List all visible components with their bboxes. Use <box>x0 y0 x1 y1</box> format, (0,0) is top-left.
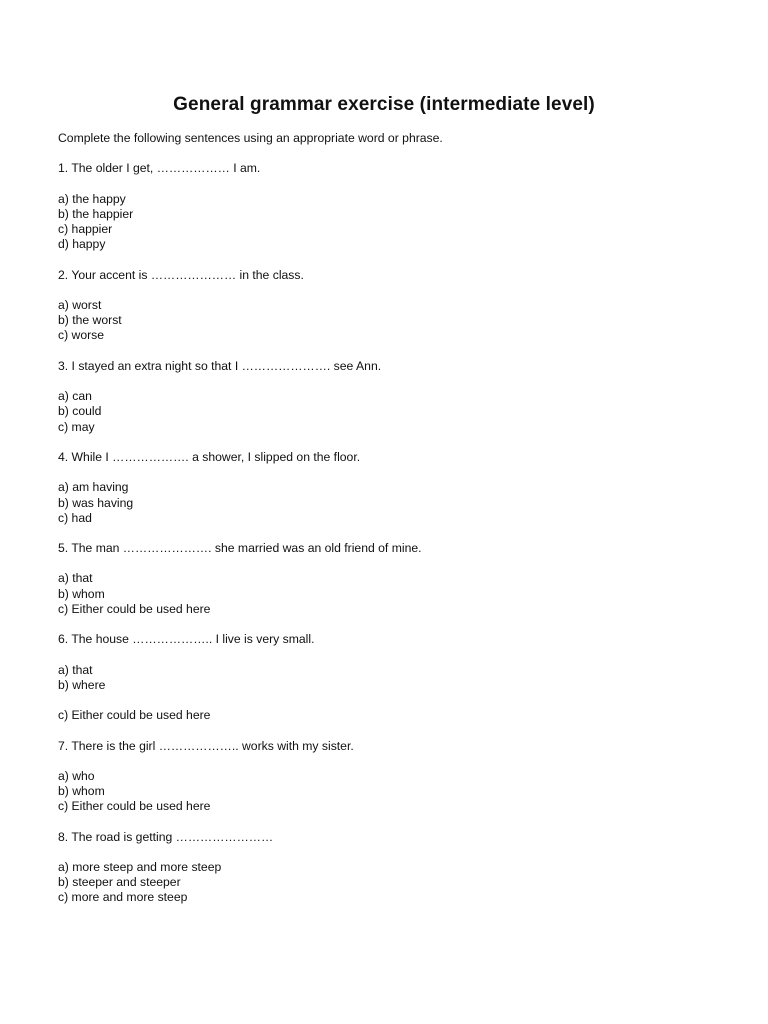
answer-option: b) whom <box>58 784 105 799</box>
answer-option: c) had <box>58 510 92 525</box>
question-prompt: 5. The man …………………. she married was an old friend of mine. <box>58 541 422 556</box>
answer-option: a) the happy <box>58 191 126 206</box>
question-prompt: 7. There is the girl ……………….. works with my sister. <box>58 738 354 753</box>
question-prompt: 8. The road is getting …………………… <box>58 829 274 844</box>
spacer <box>58 146 718 161</box>
answer-option: a) that <box>58 571 93 586</box>
spacer <box>58 374 718 389</box>
answer-option <box>58 693 718 708</box>
spacer <box>58 647 718 662</box>
question-prompt: 3. I stayed an extra night so that I …………………. see Ann. <box>58 358 382 373</box>
answer-option: b) where <box>58 677 106 692</box>
spacer <box>58 253 718 268</box>
spacer <box>58 754 718 769</box>
spacer <box>58 526 718 541</box>
answer-option: a) am having <box>58 480 129 495</box>
answer-option: a) worst <box>58 298 102 313</box>
question-prompt: 4. While I ………………. a shower, I slipped on the floor. <box>58 449 361 464</box>
spacer <box>58 283 718 298</box>
spacer <box>58 723 718 738</box>
answer-option: c) Either could be used here <box>58 708 211 723</box>
answer-option: a) can <box>58 389 92 404</box>
answer-option: c) happier <box>58 222 113 237</box>
answer-option: b) the happier <box>58 206 134 221</box>
question-prompt: 6. The house ……………….. I live is very small. <box>58 632 315 647</box>
instruction-text: Complete the following sentences using an appropriate word or phrase. <box>58 131 443 145</box>
spacer <box>58 845 718 860</box>
answer-option: c) worse <box>58 328 105 343</box>
answer-option: c) Either could be used here <box>58 799 211 814</box>
answer-option: b) the worst <box>58 313 122 328</box>
answer-option: d) happy <box>58 237 106 252</box>
answer-option: a) that <box>58 662 93 677</box>
answer-option: c) more and more steep <box>58 890 188 905</box>
spacer <box>58 617 718 632</box>
answer-option: c) Either could be used here <box>58 601 211 616</box>
answer-option: b) steeper and steeper <box>58 875 181 890</box>
spacer <box>58 465 718 480</box>
answer-option: b) was having <box>58 495 134 510</box>
spacer <box>58 814 718 829</box>
spacer <box>58 344 718 359</box>
spacer <box>58 556 718 571</box>
answer-option: c) may <box>58 419 95 434</box>
exercise-content <box>58 131 718 906</box>
answer-option: a) who <box>58 768 95 783</box>
answer-option: a) more steep and more steep <box>58 860 222 874</box>
answer-option: b) whom <box>58 586 105 601</box>
answer-option: b) could <box>58 404 102 419</box>
page-title: General grammar exercise (intermediate level) <box>173 94 595 115</box>
question-prompt: 2. Your accent is ………………… in the class. <box>58 267 304 282</box>
spacer <box>58 435 718 450</box>
question-prompt: 1. The older I get, ……………… I am. <box>58 161 261 176</box>
spacer <box>58 177 718 192</box>
